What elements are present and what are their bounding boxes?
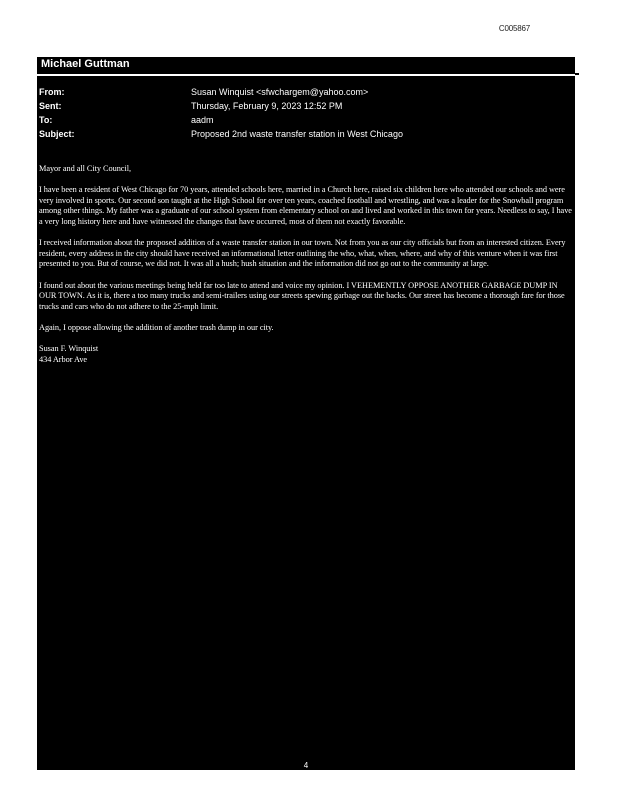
header-value-from: Susan Winquist <sfwchargem@yahoo.com>	[191, 87, 369, 97]
header-label-subject: Subject:	[39, 129, 75, 139]
edge-mark	[575, 73, 579, 75]
signature-address: 434 Arbor Ave	[39, 354, 88, 364]
email-paragraph: I have been a resident of West Chicago for 70 years, attended schools here, married in a Church here, raised six children here who attended our schools and were very involved in sports. Our second son taught at the High School for over ten years, coached football and wrestling, and was a leader for the Snowball program among other things. My father was a graduate of our school system from elementary school on and lived and worked in this town for years. Needless to say, I have a very long history here and have witnessed the changes that have occurred, most of them not exactly favorable.	[39, 185, 572, 226]
header-value-sent: Thursday, February 9, 2023 12:52 PM	[191, 101, 343, 111]
signature-name: Susan F. Winquist	[39, 344, 99, 354]
email-page	[37, 57, 575, 770]
header-label-sent: Sent:	[39, 101, 62, 111]
header-label-to: To:	[39, 115, 53, 125]
sender-name: Michael Guttman	[41, 58, 130, 70]
document-id: C005867	[498, 24, 530, 33]
email-paragraph: I received information about the proposed addition of a waste transfer station in our town. Not from you as our city officials but from an interested citizen. Every resident, every address in the city should have received an informational letter outlining the who, what, when, where, and why of this venture when it was first presented to you. But of course, we did not. It was all a hush; hush situation and the information did not go out to the community at large.	[39, 238, 566, 269]
header-value-to: aadm	[191, 115, 214, 125]
email-paragraph: I found out about the various meetings being held far too late to attend and voice my opinion. I VEHEMENTLY OPPOSE ANOTHER GARBAGE DUMP IN OUR TOWN. As it is, there a too many trucks and semi-trailers using our streets spewing garbage out the backs. Our street has become a thorough fare for those trucks and cars who do not adhere to the 25-mph limit.	[39, 280, 565, 311]
signature-block	[39, 344, 573, 365]
email-body	[39, 164, 573, 365]
header-value-subject: Proposed 2nd waste transfer station in West Chicago	[191, 129, 403, 139]
email-paragraph: Again, I oppose allowing the addition of another trash dump in our city.	[39, 322, 274, 332]
header-divider	[37, 74, 575, 76]
page-number: 4	[303, 761, 309, 770]
email-greeting: Mayor and all City Council,	[39, 164, 131, 173]
header-label-from: From:	[39, 87, 65, 97]
